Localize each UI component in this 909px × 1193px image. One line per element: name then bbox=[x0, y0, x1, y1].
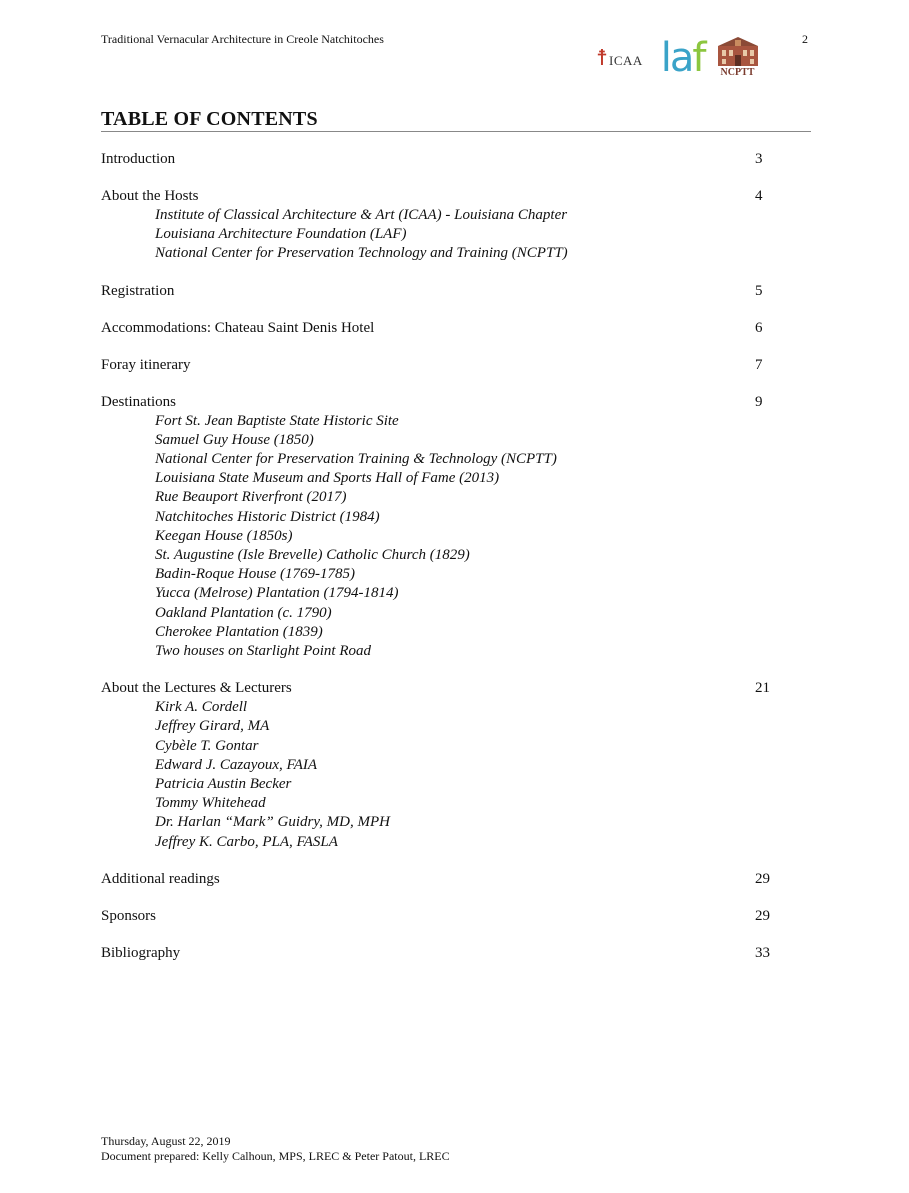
toc-subitem: Two houses on Starlight Point Road bbox=[155, 643, 371, 660]
toc-entry-title: Foray itinerary bbox=[101, 356, 191, 373]
toc-subitem: National Center for Preservation Technology and Training (NCPTT) bbox=[155, 245, 568, 262]
toc-subitem: Dr. Harlan “Mark” Guidry, MD, MPH bbox=[155, 814, 391, 831]
heading-divider bbox=[101, 131, 811, 132]
toc-entry-row bbox=[101, 907, 801, 926]
toc-subitem-list bbox=[101, 698, 801, 852]
toc-entry-title: Bibliography bbox=[101, 944, 181, 961]
sponsor-logos bbox=[596, 36, 761, 80]
toc-entry-row bbox=[101, 187, 801, 206]
toc-entry-title: Accommodations: Chateau Saint Denis Hotel bbox=[101, 319, 375, 336]
toc-entry-page: 29 bbox=[755, 870, 770, 887]
toc-entry-row bbox=[101, 944, 801, 963]
toc-subitem: Louisiana State Museum and Sports Hall of Fame (2013) bbox=[155, 470, 500, 487]
toc-entry bbox=[101, 907, 801, 926]
page-footer bbox=[101, 1134, 450, 1164]
toc-entry bbox=[101, 944, 801, 963]
toc-subitem: Cherokee Plantation (1839) bbox=[155, 623, 323, 640]
toc-entry-page: 3 bbox=[755, 151, 763, 167]
toc-entry-title: Introduction bbox=[101, 151, 176, 167]
toc-entry bbox=[101, 679, 801, 852]
toc-entry-title: Destinations bbox=[101, 393, 176, 410]
toc-entry-page: 33 bbox=[755, 944, 770, 961]
toc-subitem: Patricia Austin Becker bbox=[155, 776, 292, 793]
toc-entry-row bbox=[101, 319, 801, 338]
toc-subitem: National Center for Preservation Training & Technology (NCPTT) bbox=[155, 451, 557, 468]
toc-entry-page: 9 bbox=[755, 393, 763, 410]
toc-subitem: Institute of Classical Architecture & Art (ICAA) - Louisiana Chapter bbox=[155, 207, 568, 223]
icaa-figure-icon: ☨ bbox=[596, 45, 608, 70]
toc-subitem: Cybèle T. Gontar bbox=[155, 737, 259, 754]
toc-subitem: Fort St. Jean Baptiste State Historic Site bbox=[155, 412, 399, 429]
laf-logo bbox=[660, 35, 705, 81]
toc-entry bbox=[101, 870, 801, 889]
running-title: Traditional Vernacular Architecture in Creole Natchitoches bbox=[101, 32, 384, 46]
footer-prepared-by: Document prepared: Kelly Calhoun, MPS, LREC & Peter Patout, LREC bbox=[101, 1149, 450, 1163]
toc-subitem: Keegan House (1850s) bbox=[155, 527, 293, 544]
footer-date: Thursday, August 22, 2019 bbox=[101, 1134, 231, 1148]
toc-entry bbox=[101, 393, 801, 662]
icaa-logo bbox=[596, 47, 643, 69]
laf-logo-l: l bbox=[660, 35, 670, 81]
toc-subitem-list bbox=[101, 412, 801, 662]
toc-subitem: Samuel Guy House (1850) bbox=[155, 431, 314, 448]
icaa-logo-text: ICAA bbox=[609, 53, 643, 68]
ncptt-logo bbox=[715, 36, 761, 80]
toc-entry bbox=[101, 282, 801, 301]
toc-entry-row bbox=[101, 679, 801, 698]
toc-subitem: Jeffrey Girard, MA bbox=[155, 718, 270, 735]
toc-entry-title: About the Hosts bbox=[101, 188, 199, 204]
page-number: 2 bbox=[802, 32, 808, 46]
toc-subitem-list bbox=[101, 206, 801, 264]
toc-entry-title: About the Lectures & Lecturers bbox=[101, 680, 292, 697]
toc-entry-page: 4 bbox=[755, 188, 763, 204]
toc-entry-title: Sponsors bbox=[101, 907, 157, 924]
toc-entry bbox=[101, 319, 801, 338]
toc-subitem: Jeffrey K. Carbo, PLA, FASLA bbox=[155, 833, 338, 850]
toc-subitem: Kirk A. Cordell bbox=[155, 699, 248, 716]
toc-entry-page: 5 bbox=[755, 282, 763, 299]
ncptt-logo-text: NCPTT bbox=[720, 67, 755, 78]
toc-entry-title: Registration bbox=[101, 282, 175, 299]
toc-subitem: Louisiana Architecture Foundation (LAF) bbox=[155, 226, 407, 243]
toc-entry-row bbox=[101, 356, 801, 375]
toc-subitem: Rue Beauport Riverfront (2017) bbox=[155, 489, 347, 506]
toc-subitem: Yucca (Melrose) Plantation (1794-1814) bbox=[155, 585, 399, 602]
toc-subitem: Tommy Whitehead bbox=[155, 795, 266, 812]
ncptt-building-icon bbox=[715, 36, 761, 68]
toc-entry-title: Additional readings bbox=[101, 870, 220, 887]
toc-entry-page: 7 bbox=[755, 356, 763, 373]
toc-subitem: St. Augustine (Isle Brevelle) Catholic Church (1829) bbox=[155, 547, 470, 564]
laf-logo-f: f bbox=[692, 35, 705, 81]
toc-entry-row bbox=[101, 282, 801, 301]
toc-entry bbox=[101, 356, 801, 375]
toc-subitem: Natchitoches Historic District (1984) bbox=[155, 508, 380, 525]
toc-entry bbox=[101, 150, 801, 169]
toc-entry-page: 29 bbox=[755, 907, 770, 924]
toc-subitem: Edward J. Cazayoux, FAIA bbox=[155, 756, 318, 773]
toc-entry-row bbox=[101, 150, 801, 169]
toc-heading: TABLE OF CONTENTS bbox=[101, 108, 318, 130]
toc-entry-page: 6 bbox=[755, 319, 763, 336]
toc-subitem: Badin-Roque House (1769-1785) bbox=[155, 566, 355, 583]
toc-entry-row bbox=[101, 393, 801, 412]
toc-entry-row bbox=[101, 870, 801, 889]
toc-subitem: Oakland Plantation (c. 1790) bbox=[155, 604, 332, 621]
toc-entry-page: 21 bbox=[755, 680, 770, 697]
toc-entry bbox=[101, 187, 801, 264]
table-of-contents bbox=[101, 150, 801, 981]
laf-logo-a: a bbox=[669, 35, 693, 81]
